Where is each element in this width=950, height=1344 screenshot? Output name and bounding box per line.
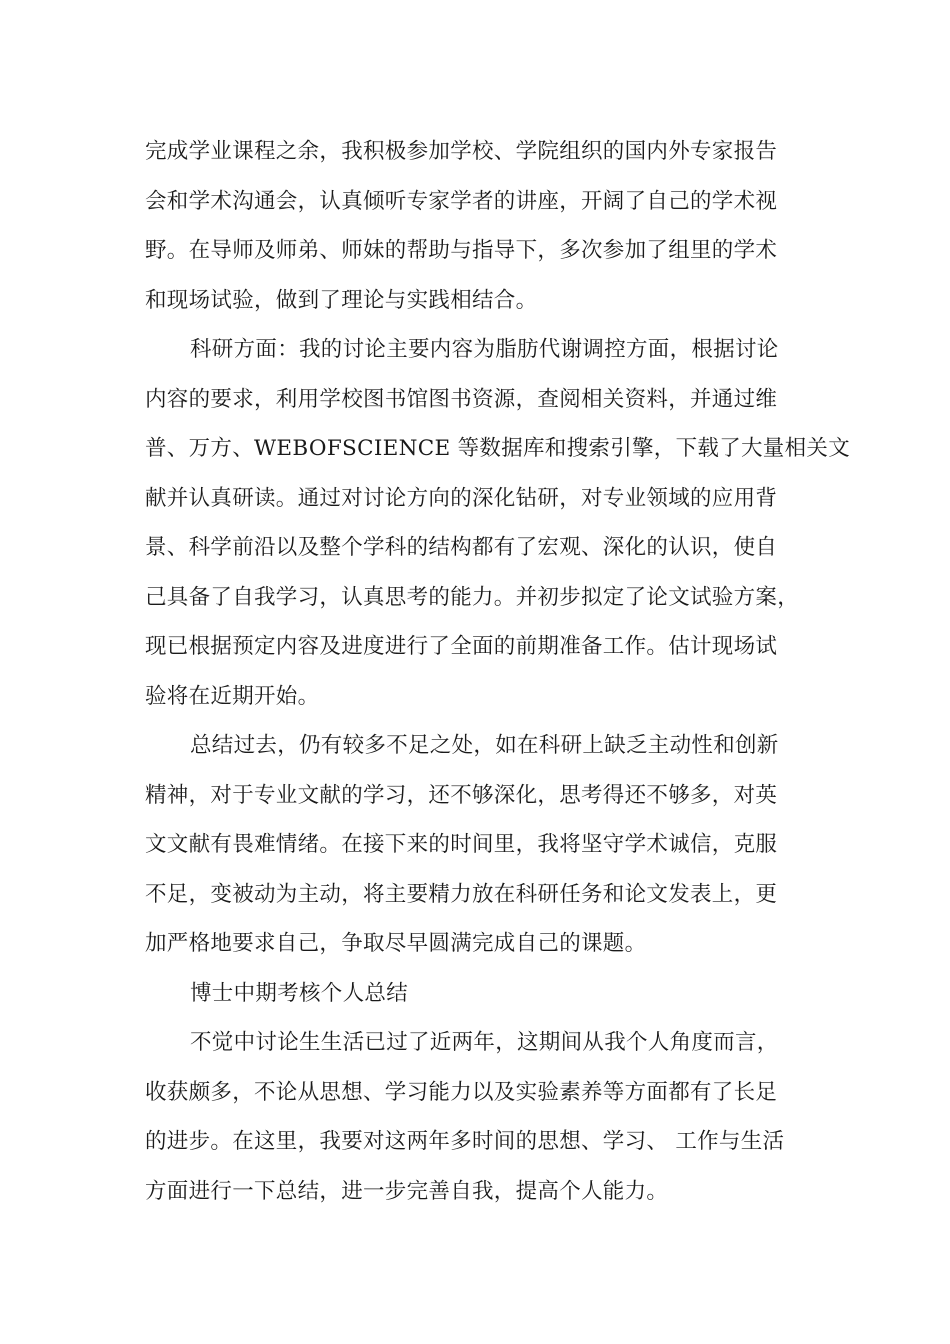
text-line: 文文献有畏难情绪。在接下来的时间里，我将坚守学术诚信，克服 (145, 832, 778, 857)
text-line: 献并认真研读。通过对讨论方向的深化钻研，对专业领域的应用背 (145, 485, 778, 511)
text-line: 普、万方、WEBOFSCIENCE 等数据库和搜索引擎，下载了大量相关文 (145, 436, 850, 461)
text-line: 不觉中讨论生生活已过了近两年，这期间从我个人角度而言， (190, 1030, 779, 1055)
text-line: 会和学术沟通会，认真倾听专家学者的讲座，开阔了自己的学术视 (145, 188, 778, 214)
text-line: 景、科学前沿以及整个学科的结构都有了宏观、深化的认识，使自 (145, 535, 778, 560)
text-line: 内容的要求，利用学校图书馆图书资源，查阅相关资料，并通过维 (145, 386, 778, 412)
text-line: 完成学业课程之余，我积极参加学校、学院组织的国内外专家报告 (145, 139, 778, 164)
text-line: 不足，变被动为主动，将主要精力放在科研任务和论文发表上，更 (145, 881, 778, 907)
text-line: 现已根据预定内容及进度进行了全面的前期准备工作。估计现场试 (145, 634, 778, 659)
text-line: 己具备了自我学习，认真思考的能力。并初步拟定了论文试验方案， (145, 584, 800, 610)
text-line: 的进步。在这里，我要对这两年多时间的思想、学习、 工作与生活 (145, 1129, 785, 1154)
text-line: 方面进行一下总结，进一步完善自我，提高个人能力。 (145, 1178, 669, 1204)
text-line: 收获颇多，不论从思想、学习能力以及实验素养等方面都有了长足 (145, 1079, 778, 1105)
text-line: 加严格地要求自己，争取尽早圆满完成自己的课题。 (145, 931, 647, 956)
text-line: 验将在近期开始。 (145, 683, 320, 709)
text-line: 野。在导师及师弟、师妹的帮助与指导下，多次参加了组里的学术 (145, 238, 778, 263)
text-line: 科研方面：我的讨论主要内容为脂肪代谢调控方面，根据讨论 (190, 337, 779, 362)
section-heading: 博士中期考核个人总结 (190, 980, 409, 1006)
text-line: 总结过去，仍有较多不足之处，如在科研上缺乏主动性和创新 (190, 733, 779, 758)
document-body (145, 127, 850, 1216)
text-line: 和现场试验，做到了理论与实践相结合。 (145, 287, 538, 313)
text-line: 精神，对于专业文献的学习，还不够深化，思考得还不够多，对英 (145, 782, 778, 808)
